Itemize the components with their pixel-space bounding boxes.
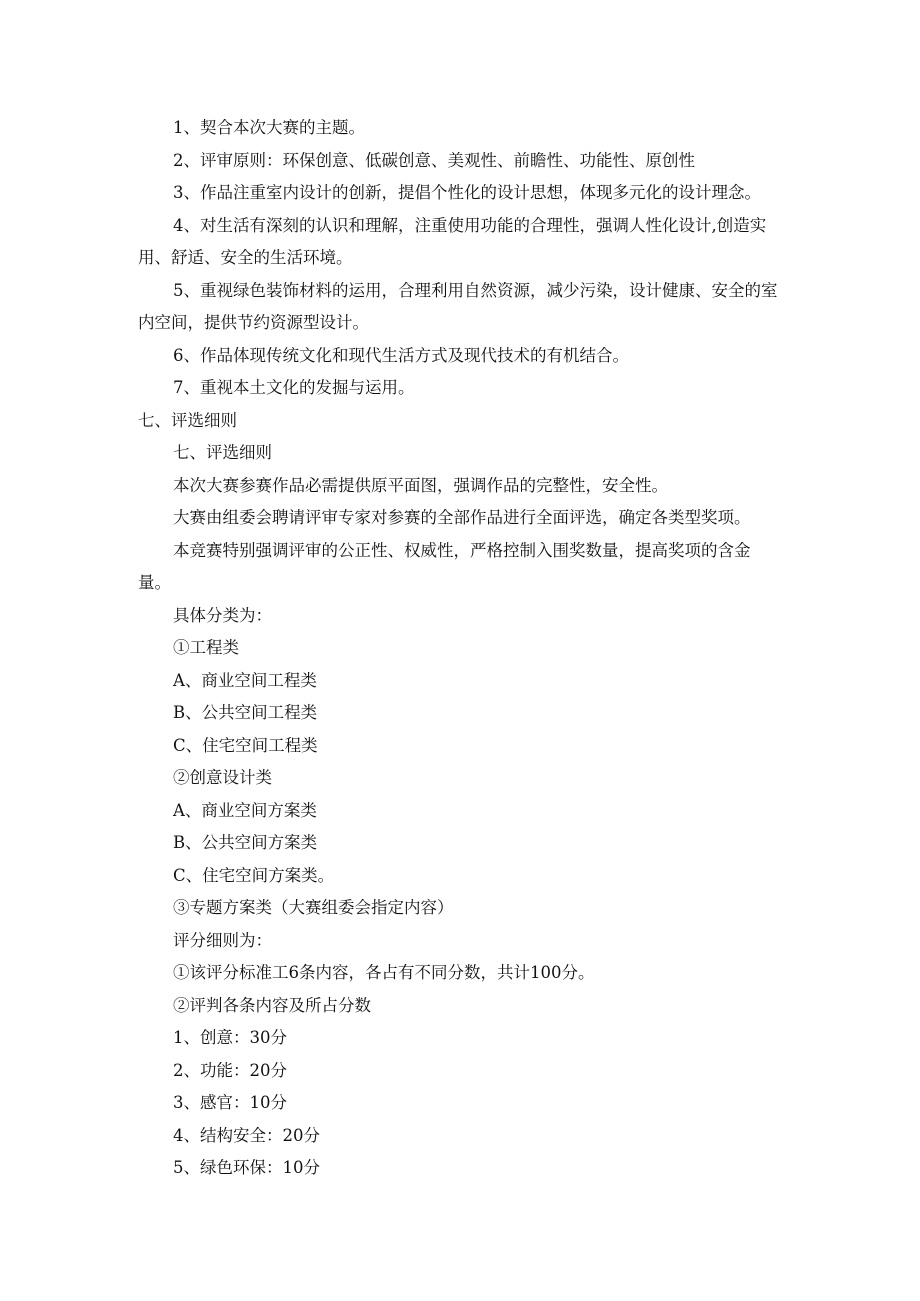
score-item-3: 3、感官：10分 <box>173 1093 287 1112</box>
category-creative: ②创意设计类 <box>173 768 272 787</box>
section-heading: 七、评选细则 <box>138 410 237 430</box>
scoring-breakdown: ②评判各条内容及所占分数 <box>173 995 371 1015</box>
scoring-intro: 评分细则为： <box>173 930 272 950</box>
scoring-standard: ①该评分标准工6条内容，各占有不同分数，共计100分。 <box>173 963 595 982</box>
paragraph-requirements: 本次大赛参赛作品必需提供原平面图，强调作品的完整性，安全性。 <box>173 475 668 495</box>
criteria-item-3: 3、作品注重室内设计的创新，提倡个性化的设计思想，体现多元化的设计理念。 <box>173 183 761 202</box>
score-item-4: 4、结构安全：20分 <box>173 1125 320 1145</box>
paragraph-fairness: 本竞赛特别强调评审的公正性、权威性，严格控制入围奖数量，提高奖项的含金量。 <box>138 540 751 592</box>
criteria-item-6: 6、作品体现传统文化和现代生活方式及现代技术的有机结合。 <box>173 345 629 365</box>
category-engineering-c: C、住宅空间工程类 <box>173 735 318 755</box>
paragraph-judging: 大赛由组委会聘请评审专家对参赛的全部作品进行全面评选，确定各类型奖项。 <box>173 508 751 527</box>
criteria-item-7: 7、重视本土文化的发掘与运用。 <box>173 378 415 397</box>
section-subheading: 七、评选细则 <box>173 443 272 462</box>
criteria-item-4: 4、对生活有深刻的认识和理解，注重使用功能的合理性，强调人性化设计,创造实用、舒适、安全的生活环境。 <box>138 215 767 267</box>
criteria-item-5: 5、重视绿色装饰材料的运用，合理利用自然资源，减少污染，设计健康、安全的室内空间，提供节约资源型设计。 <box>138 280 778 332</box>
category-special: ③专题方案类（大赛组委会指定内容） <box>173 898 454 917</box>
category-creative-c: C、住宅空间方案类。 <box>173 865 335 885</box>
criteria-item-2: 2、评审原则：环保创意、低碳创意、美观性、前瞻性、功能性、原创性 <box>173 150 695 170</box>
category-engineering-a: A、商业空间工程类 <box>173 670 317 690</box>
score-item-2: 2、功能：20分 <box>173 1060 287 1080</box>
category-intro: 具体分类为： <box>173 605 272 625</box>
category-engineering-b: B、公共空间工程类 <box>173 703 318 722</box>
category-engineering: ①工程类 <box>173 638 239 657</box>
score-item-5: 5、绿色环保：10分 <box>173 1158 320 1177</box>
category-creative-b: B、公共空间方案类 <box>173 833 318 852</box>
document-body <box>138 112 780 1185</box>
criteria-item-1: 1、契合本次大赛的主题。 <box>173 118 365 137</box>
category-creative-a: A、商业空间方案类 <box>173 800 317 820</box>
score-item-1: 1、创意：30分 <box>173 1028 287 1047</box>
